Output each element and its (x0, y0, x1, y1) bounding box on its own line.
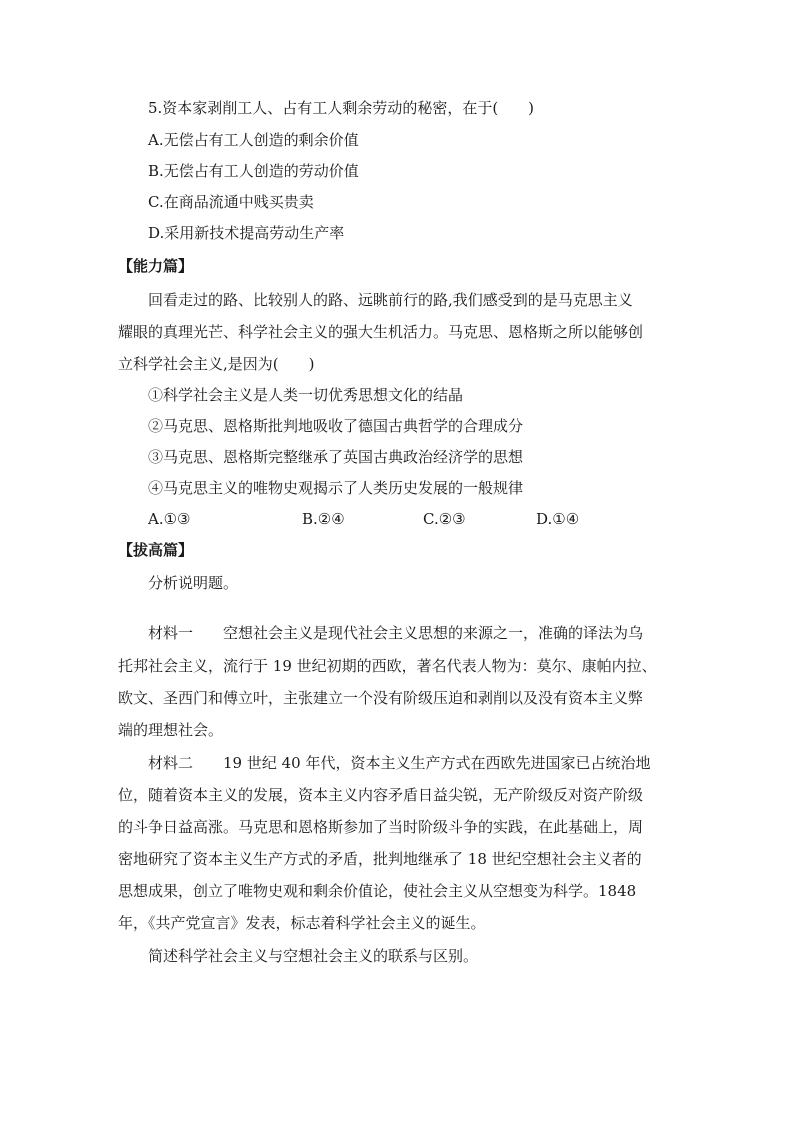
ability-choice-a: A.①③ (148, 510, 191, 528)
material2-line-2: 位，随着资本主义的发展，资本主义内容矛盾日益尖锐，无产阶级反对资产阶级 (118, 786, 644, 804)
ability-stem-line-2: 耀眼的真理光芒、科学社会主义的强大生机活力。马克思、恩格斯之所以能够创 (118, 323, 644, 341)
ability-statement-3: ③马克思、恩格斯完整继承了英国古典政治经济学的思想 (148, 448, 524, 466)
material1-line-3: 欧文、圣西门和傅立叶，主张建立一个没有阶级压迫和剥削以及没有资本主义弊 (118, 689, 644, 707)
advanced-intro: 分析说明题。 (148, 574, 239, 592)
ability-stem-line-3: 立科学社会主义,是因为( ) (118, 355, 315, 373)
material2-line-6: 年，《共产党宣言》发表，标志着科学社会主义的诞生。 (118, 914, 486, 932)
material2-line-4: 密地研究了资本主义生产方式的矛盾，批判地继承了 18 世纪空想社会主义者的 (118, 850, 642, 868)
q5-option-b: B.无偿占有工人创造的劳动价值 (148, 162, 359, 180)
ability-statement-1: ①科学社会主义是人类一切优秀思想文化的结晶 (148, 386, 464, 404)
material2-line-1: 材料二 19 世纪 40 年代，资本主义生产方式在西欧先进国家已占统治地 (148, 754, 651, 772)
advanced-heading: 【拔高篇】 (118, 541, 194, 559)
ability-heading: 【能力篇】 (118, 257, 194, 275)
ability-choice-d: D.①④ (536, 510, 580, 528)
material1-line-2: 托邦社会主义，流行于 19 世纪初期的西欧，著名代表人物为：莫尔、康帕内拉、 (118, 657, 657, 675)
ability-statement-4: ④马克思主义的唯物史观揭示了人类历史发展的一般规律 (148, 479, 524, 497)
ability-choice-c: C.②③ (423, 510, 466, 528)
q5-option-d: D.采用新技术提高劳动生产率 (148, 224, 345, 242)
q5-stem: 5.资本家剥削工人、占有工人剩余劳动的秘密，在于( ) (148, 99, 535, 117)
material1-line-4: 端的理想社会。 (118, 721, 224, 739)
material2-line-3: 的斗争日益高涨。马克思和恩格斯参加了当时阶级斗争的实践，在此基础上，周 (118, 818, 644, 836)
material1-line-1: 材料一 空想社会主义是现代社会主义思想的来源之一，准确的译法为乌 (148, 624, 644, 642)
ability-choice-b: B.②④ (302, 510, 345, 528)
ability-stem-line-1: 回看走过的路、比较别人的路、远眺前行的路,我们感受到的是马克思主义 (148, 291, 633, 309)
material2-line-5: 思想成果，创立了唯物史观和剩余价值论，使社会主义从空想变为科学。1848 (118, 882, 637, 900)
ability-statement-2: ②马克思、恩格斯批判地吸收了德国古典哲学的合理成分 (148, 417, 524, 435)
q5-option-c: C.在商品流通中贱买贵卖 (148, 193, 314, 211)
advanced-question: 简述科学社会主义与空想社会主义的联系与区别。 (148, 947, 479, 965)
q5-option-a: A.无偿占有工人创造的剩余价值 (148, 131, 359, 149)
